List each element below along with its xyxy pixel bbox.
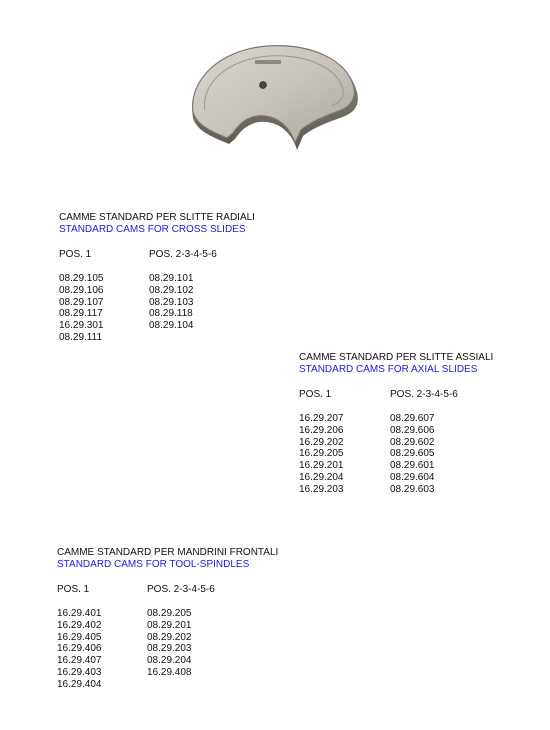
column-header: POS. 1 [59, 249, 92, 260]
column-pos-1 [57, 584, 102, 691]
code-item: 16.29.204 [299, 471, 344, 483]
code-item: 16.29.403 [57, 666, 102, 678]
code-item: 08.29.601 [390, 460, 435, 472]
code-item: 16.29.401 [57, 608, 102, 619]
code-list [299, 413, 344, 496]
code-item: 08.29.604 [390, 471, 435, 483]
cam-photo [185, 40, 365, 155]
section-title-english: STANDARD CAMS FOR TOOL-SPINDLES [57, 559, 250, 570]
code-item: 08.29.205 [147, 608, 192, 619]
section-title-italian: CAMME STANDARD PER SLITTE ASSIALI [299, 352, 494, 363]
code-item: 08.29.606 [390, 424, 435, 436]
column-pos-1 [59, 249, 104, 344]
column-header: POS. 2-3-4-5-6 [390, 389, 458, 400]
code-list [57, 608, 102, 691]
code-list [390, 413, 458, 496]
code-item: 08.29.202 [147, 631, 192, 643]
column-header: POS. 1 [57, 584, 90, 595]
code-item: 08.29.111 [59, 331, 103, 343]
code-item: 16.29.207 [299, 413, 344, 424]
code-item: 16.29.404 [57, 678, 102, 690]
column-pos-1 [299, 389, 344, 496]
code-item: 08.29.117 [59, 308, 103, 320]
code-item: 08.29.607 [390, 413, 435, 424]
code-item: 08.29.203 [147, 643, 192, 655]
section-cross-slides [59, 212, 255, 343]
code-list [149, 273, 217, 332]
column-pos-2-6 [147, 584, 215, 679]
code-item: 08.29.101 [149, 273, 194, 284]
column-header: POS. 1 [299, 389, 332, 400]
code-item: 08.29.104 [149, 320, 194, 332]
code-item: 08.29.105 [59, 273, 104, 284]
code-item: 08.29.107 [59, 296, 104, 308]
code-item: 08.29.602 [390, 436, 435, 448]
code-item: 08.29.204 [147, 655, 192, 667]
code-item: 16.29.206 [299, 424, 344, 436]
code-item: 16.29.205 [299, 448, 344, 460]
section-title-english: STANDARD CAMS FOR CROSS SLIDES [59, 224, 246, 235]
code-item: 16.29.408 [147, 666, 192, 678]
code-item: 08.29.605 [390, 448, 435, 460]
code-item: 08.29.106 [59, 284, 104, 296]
section-title-italian: CAMME STANDARD PER MANDRINI FRONTALI [57, 547, 279, 558]
code-item: 08.29.102 [149, 284, 194, 296]
section-tool-spindles [57, 547, 279, 690]
code-item: 08.29.103 [149, 296, 194, 308]
code-item: 08.29.201 [147, 619, 192, 631]
column-header: POS. 2-3-4-5-6 [147, 584, 215, 595]
code-item: 16.29.402 [57, 619, 102, 631]
code-list [147, 608, 215, 679]
section-title-italian: CAMME STANDARD PER SLITTE RADIALI [59, 212, 255, 223]
code-item: 16.29.201 [299, 460, 344, 472]
section-title-english: STANDARD CAMS FOR AXIAL SLIDES [299, 364, 478, 375]
column-header: POS. 2-3-4-5-6 [149, 249, 217, 260]
column-pos-2-6 [390, 389, 458, 496]
code-item: 16.29.407 [57, 655, 102, 667]
code-item: 08.29.603 [390, 483, 435, 495]
code-list [59, 273, 104, 344]
column-pos-2-6 [149, 249, 217, 332]
code-item: 08.29.118 [149, 308, 193, 320]
code-item: 16.29.202 [299, 436, 344, 448]
code-item: 16.29.203 [299, 483, 344, 495]
code-item: 16.29.405 [57, 631, 102, 643]
code-item: 16.29.301 [59, 320, 104, 332]
section-axial-slides [299, 352, 494, 495]
code-item: 16.29.406 [57, 643, 102, 655]
